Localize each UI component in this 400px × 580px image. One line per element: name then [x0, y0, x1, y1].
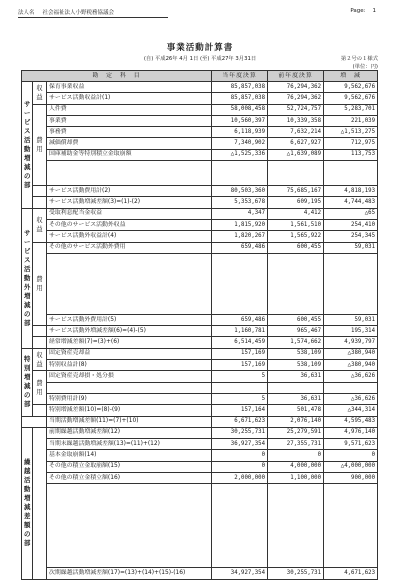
previous-value: 2,076,140 — [268, 416, 324, 427]
table-row — [22, 371, 378, 382]
table-row — [22, 93, 378, 104]
current-value: 659,486 — [212, 242, 268, 253]
current-value: 5 — [212, 393, 268, 404]
subsection-label: 費 用 — [36, 274, 43, 292]
page-label: Page: — [350, 8, 366, 14]
row-label: 次期繰越活動増減差額(17)=(13)+(14)+(15)-(16) — [47, 568, 212, 579]
blank-cell — [268, 484, 324, 568]
previous-value: 25,279,591 — [268, 427, 324, 438]
currency-unit: (単位：円) — [352, 64, 378, 70]
current-value: △1,525,336 — [212, 149, 268, 160]
blank-cell — [33, 326, 47, 337]
blank-cell — [324, 382, 378, 393]
previous-value: 10,339,358 — [268, 115, 324, 126]
section-service-activity — [22, 82, 33, 209]
table-row — [22, 231, 378, 242]
difference-value: 59,031 — [324, 314, 378, 325]
current-value: 2,000,000 — [212, 473, 268, 484]
table-row — [22, 127, 378, 138]
row-label: 基本金取崩額(14) — [47, 450, 212, 461]
previous-value: 36,631 — [268, 371, 324, 382]
row-label: その他の積立金積立額(16) — [47, 473, 212, 484]
previous-value: 7,632,214 — [268, 127, 324, 138]
subsection-revenue — [33, 82, 47, 105]
blank-cell — [268, 382, 324, 393]
blank-cell — [33, 197, 47, 208]
current-value: 659,486 — [212, 314, 268, 325]
blank-cell — [47, 253, 212, 314]
previous-value: △1,639,089 — [268, 149, 324, 160]
difference-value: △36,626 — [324, 393, 378, 404]
previous-value: 4,000,000 — [268, 461, 324, 472]
section-label: 特 別 増 減 の 部 — [24, 355, 31, 409]
difference-value: △380,940 — [324, 348, 378, 359]
current-value: 80,503,360 — [212, 186, 268, 197]
blank-cell — [324, 484, 378, 568]
page-indicator — [350, 8, 376, 14]
section-special — [22, 348, 33, 416]
difference-value: 195,314 — [324, 326, 378, 337]
current-value: 36,927,354 — [212, 439, 268, 450]
difference-value: 254,345 — [324, 231, 378, 242]
form-number: 第２号の１様式 — [340, 56, 378, 62]
subsection-expense — [33, 242, 47, 326]
section-outside-activity — [22, 208, 33, 348]
blank-cell — [212, 161, 268, 186]
current-value: 5 — [212, 371, 268, 382]
subsection-label: 収 益 — [36, 83, 43, 101]
table-header-row — [22, 71, 378, 82]
row-label: 事務費 — [47, 127, 212, 138]
row-label: サービス活動増減差額(3)=(1)-(2) — [47, 197, 212, 208]
table-row — [22, 461, 378, 472]
section-label: サ ー ビ ス 活 動 外 増 減 の 部 — [24, 228, 31, 327]
document-title: 事業活動計算書 — [166, 43, 234, 53]
table-row — [22, 326, 378, 337]
difference-value: 4,595,483 — [324, 416, 378, 427]
table-row — [22, 314, 378, 325]
previous-value: 1,100,000 — [268, 473, 324, 484]
table-row — [22, 197, 378, 208]
row-label: その他の積立金取崩額(15) — [47, 461, 212, 472]
previous-value: 600,455 — [268, 242, 324, 253]
section-label: 繰 越 活 動 増 減 差 額 の 部 — [24, 458, 31, 548]
corporation-name — [18, 8, 114, 16]
difference-value: 4,976,140 — [324, 427, 378, 438]
row-label: 当期活動増減差額(11)=(7)+(10) — [47, 416, 212, 427]
table-row — [22, 208, 378, 219]
difference-column-header: 増 減 — [324, 71, 378, 82]
blank-cell — [212, 484, 268, 568]
row-label: 固定資産売却益 — [47, 348, 212, 359]
subsection-label: 収 益 — [36, 216, 43, 234]
row-label: 保育事業収益 — [47, 82, 212, 93]
previous-value: 36,631 — [268, 393, 324, 404]
difference-value: △1,513,275 — [324, 127, 378, 138]
previous-value: 27,355,731 — [268, 439, 324, 450]
difference-value: 254,410 — [324, 219, 378, 230]
current-year-column-header: 当年度決算 — [212, 71, 268, 82]
row-label: 経常増減差額(7)=(3)+(6) — [47, 337, 212, 348]
current-value: 157,169 — [212, 360, 268, 371]
difference-value: 9,562,676 — [324, 82, 378, 93]
table-row — [22, 405, 378, 416]
blank-cell — [22, 416, 47, 427]
difference-value: △4,000,000 — [324, 461, 378, 472]
difference-value: 9,562,676 — [324, 93, 378, 104]
previous-value: 538,109 — [268, 360, 324, 371]
difference-value: 4,939,797 — [324, 337, 378, 348]
current-value: 7,340,902 — [212, 138, 268, 149]
previous-value: 600,455 — [268, 314, 324, 325]
previous-value: 965,467 — [268, 326, 324, 337]
row-label: サービス活動外増減差額(6)=(4)-(5) — [47, 326, 212, 337]
current-value: 5,353,678 — [212, 197, 268, 208]
table-row — [22, 348, 378, 359]
blank-cell — [47, 161, 212, 186]
table-row — [22, 337, 378, 348]
current-value: 0 — [212, 461, 268, 472]
table-row — [22, 82, 378, 93]
current-value: 85,857,038 — [212, 93, 268, 104]
blank-cell — [33, 427, 47, 579]
table-row — [22, 149, 378, 160]
current-value: 58,008,458 — [212, 104, 268, 115]
blank-cell — [212, 253, 268, 314]
corporation-label: 法人名 — [18, 10, 35, 16]
difference-value: 900,000 — [324, 473, 378, 484]
blank-cell — [268, 253, 324, 314]
previous-value: 501,478 — [268, 405, 324, 416]
current-value: 157,164 — [212, 405, 268, 416]
page-number: 1 — [372, 8, 376, 14]
subsection-expense — [33, 104, 47, 185]
current-value: 4,347 — [212, 208, 268, 219]
previous-value: 52,724,757 — [268, 104, 324, 115]
row-label: サービス活動収益計(1) — [47, 93, 212, 104]
difference-value: 221,039 — [324, 115, 378, 126]
blank-cell — [324, 161, 378, 186]
previous-value: 609,195 — [268, 197, 324, 208]
difference-value: 59,031 — [324, 242, 378, 253]
subsection-label: 費 用 — [36, 135, 43, 153]
blank-cell — [324, 253, 378, 314]
corporation-value: 社会福祉法人小野税務協議会 — [42, 10, 115, 16]
fiscal-period: (自) 平成26年 4月 1日 (至) 平成27年 3月31日 — [143, 56, 257, 62]
difference-value: △36,626 — [324, 371, 378, 382]
table-row — [22, 416, 378, 427]
row-label: 前期繰越活動増減差額(12) — [47, 427, 212, 438]
current-value: 0 — [212, 450, 268, 461]
row-label: 人件費 — [47, 104, 212, 115]
table-row — [22, 393, 378, 404]
previous-value: 0 — [268, 450, 324, 461]
table-row — [22, 360, 378, 371]
current-value: 1,815,920 — [212, 219, 268, 230]
blank-cell — [33, 337, 47, 348]
previous-value: 4,412 — [268, 208, 324, 219]
row-label: 特別収益計(8) — [47, 360, 212, 371]
difference-value: 4,744,483 — [324, 197, 378, 208]
difference-value: △65 — [324, 208, 378, 219]
blank-cell — [33, 186, 47, 197]
row-label: 当期末繰越活動増減差額(13)=(11)+(12) — [47, 439, 212, 450]
previous-value: 75,685,167 — [268, 186, 324, 197]
row-label: 特別増減差額(10)=(8)-(9) — [47, 405, 212, 416]
table-row — [22, 253, 378, 314]
subsection-revenue — [33, 208, 47, 242]
difference-value: △380,940 — [324, 360, 378, 371]
table-row — [22, 242, 378, 253]
current-value: 85,857,038 — [212, 82, 268, 93]
current-value: 6,118,939 — [212, 127, 268, 138]
difference-value: 712,975 — [324, 138, 378, 149]
previous-value: 30,255,731 — [268, 568, 324, 579]
table-row — [22, 473, 378, 484]
row-label: サービス活動外費用計(5) — [47, 314, 212, 325]
subsection-expense — [33, 371, 47, 405]
current-value: 6,514,459 — [212, 337, 268, 348]
blank-cell — [47, 382, 212, 393]
current-value: 6,671,623 — [212, 416, 268, 427]
subsection-revenue — [33, 348, 47, 371]
table-row — [22, 439, 378, 450]
difference-value: 4,671,623 — [324, 568, 378, 579]
difference-value: 4,818,193 — [324, 186, 378, 197]
table-row — [22, 186, 378, 197]
difference-value: 0 — [324, 450, 378, 461]
section-label: サ ー ビ ス 活 動 増 減 の 部 — [24, 99, 31, 189]
blank-cell — [47, 484, 212, 568]
blank-cell — [33, 405, 47, 416]
table-row — [22, 138, 378, 149]
subsection-label: 収 益 — [36, 350, 43, 368]
table-row — [22, 450, 378, 461]
previous-value: 76,294,362 — [268, 82, 324, 93]
table-row — [22, 219, 378, 230]
row-label: 特別費用計(9) — [47, 393, 212, 404]
subsection-label: 費 用 — [36, 378, 43, 396]
previous-value: 538,109 — [268, 348, 324, 359]
difference-value: 9,571,623 — [324, 439, 378, 450]
current-value: 34,927,354 — [212, 568, 268, 579]
table-row — [22, 427, 378, 438]
row-label: 減価償却費 — [47, 138, 212, 149]
table-row — [22, 115, 378, 126]
table-row — [22, 484, 378, 568]
row-label: サービス活動費用計(2) — [47, 186, 212, 197]
previous-value: 1,561,510 — [268, 219, 324, 230]
row-label: 固定資産売却損・処分損 — [47, 371, 212, 382]
activity-statement-table — [21, 70, 378, 580]
table-row — [22, 104, 378, 115]
previous-year-column-header: 前年度決算 — [268, 71, 324, 82]
previous-value: 1,574,662 — [268, 337, 324, 348]
header-underline — [18, 17, 168, 18]
document-header — [0, 8, 400, 20]
blank-cell — [212, 382, 268, 393]
previous-value: 6,627,927 — [268, 138, 324, 149]
difference-value: 5,283,701 — [324, 104, 378, 115]
row-label: 国庫補助金等特別積立金取崩額 — [47, 149, 212, 160]
row-label: 受取利息配当金収益 — [47, 208, 212, 219]
subject-column-header: 勘 定 科 目 — [22, 71, 212, 82]
current-value: 157,169 — [212, 348, 268, 359]
row-label: 事業費 — [47, 115, 212, 126]
current-value: 1,160,781 — [212, 326, 268, 337]
difference-value: 113,753 — [324, 149, 378, 160]
current-value: 10,560,397 — [212, 115, 268, 126]
previous-value: 1,565,922 — [268, 231, 324, 242]
row-label: サービス活動外収益計(4) — [47, 231, 212, 242]
current-value: 30,255,731 — [212, 427, 268, 438]
blank-cell — [268, 161, 324, 186]
row-label: その他のサービス活動外費用 — [47, 242, 212, 253]
previous-value: 76,294,362 — [268, 93, 324, 104]
current-value: 1,820,267 — [212, 231, 268, 242]
table-row — [22, 568, 378, 579]
section-carry-forward — [22, 427, 33, 579]
table-row — [22, 161, 378, 186]
row-label: その他のサービス活動外収益 — [47, 219, 212, 230]
difference-value: △344,314 — [324, 405, 378, 416]
table-row — [22, 382, 378, 393]
